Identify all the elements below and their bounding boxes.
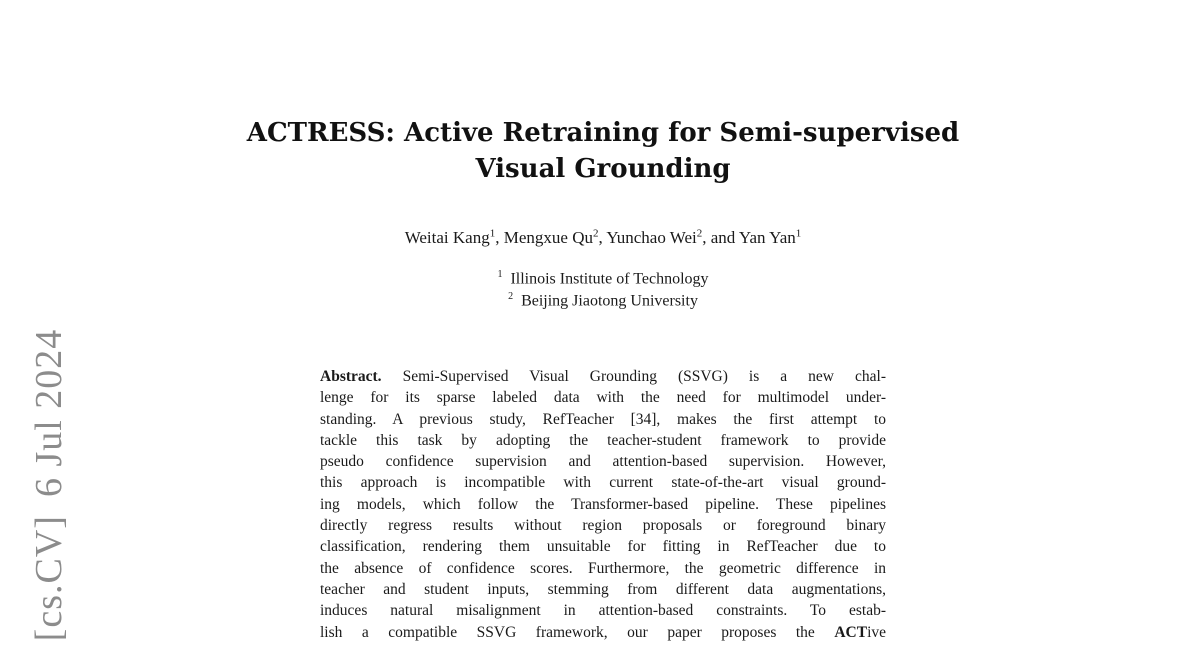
- author-list: [200, 228, 1006, 248]
- author-name: Yan Yan: [738, 228, 796, 247]
- abstract-emphasis: ACT: [834, 623, 868, 641]
- abstract-line: this approach is incompatible with current state-of-the-art visual ground-: [320, 474, 886, 492]
- arxiv-date: 6 Jul 2024: [28, 328, 70, 498]
- author-name: Mengxue Qu: [503, 228, 593, 247]
- affiliation-mark: 1: [497, 269, 503, 280]
- abstract-line: directly regress results without region proposals or foreground binary: [320, 517, 886, 535]
- abstract-line: classification, rendering them unsuitable for fitting in RefTeacher due to: [320, 538, 886, 556]
- author-separator: , and: [702, 228, 739, 247]
- abstract-line: [320, 622, 886, 643]
- abstract-line: induces natural misalignment in attention-based constraints. To estab-: [320, 602, 886, 620]
- abstract-line: standing. A previous study, RefTeacher [34], makes the first attempt to: [320, 410, 886, 428]
- affiliation-2: [200, 291, 1006, 310]
- affiliation-name: Illinois Institute of Technology: [510, 270, 709, 288]
- title-line-1: ACTRESS: Active Retraining for Semi-supervised: [246, 118, 960, 148]
- abstract-last-line-tail: ive: [867, 623, 886, 641]
- abstract-first-line-text: Semi-Supervised Visual Grounding (SSVG) is a new chal-: [381, 368, 886, 385]
- abstract-last-line-text: lish a compatible SSVG framework, our paper proposes the: [320, 623, 835, 641]
- abstract-line: teacher and student inputs, stemming from different data augmentations,: [320, 580, 886, 598]
- arxiv-category: [cs.CV]: [28, 515, 70, 642]
- abstract-heading: Abstract.: [320, 368, 382, 385]
- abstract-line: lenge for its sparse labeled data with the need for multimodel under-: [320, 389, 886, 407]
- affiliation-name: Beijing Jiaotong University: [521, 292, 698, 310]
- author-affil-mark: 1: [489, 227, 496, 240]
- abstract-line: tackle this task by adopting the teacher-student framework to provide: [320, 431, 886, 449]
- author-affil-mark: 2: [592, 227, 599, 240]
- author-affil-mark: 1: [795, 227, 802, 240]
- abstract-line: ing models, which follow the Transformer-based pipeline. These pipelines: [320, 495, 886, 513]
- abstract: [320, 366, 886, 643]
- paper-title: [200, 115, 1006, 187]
- arxiv-stamp: [27, 329, 71, 642]
- author-name: Yunchao Wei: [606, 228, 697, 247]
- affiliation-1: [200, 269, 1006, 288]
- author-separator: ,: [495, 228, 504, 247]
- author-separator: ,: [598, 228, 607, 247]
- abstract-line: [320, 366, 886, 387]
- abstract-line: pseudo confidence supervision and attention-based supervision. However,: [320, 453, 886, 471]
- author-name: Weitai Kang: [404, 228, 490, 247]
- affiliation-mark: 2: [508, 291, 514, 302]
- title-line-2: Visual Grounding: [475, 154, 731, 184]
- author-affil-mark: 2: [696, 227, 703, 240]
- abstract-line: the absence of confidence scores. Furthermore, the geometric difference in: [320, 559, 886, 577]
